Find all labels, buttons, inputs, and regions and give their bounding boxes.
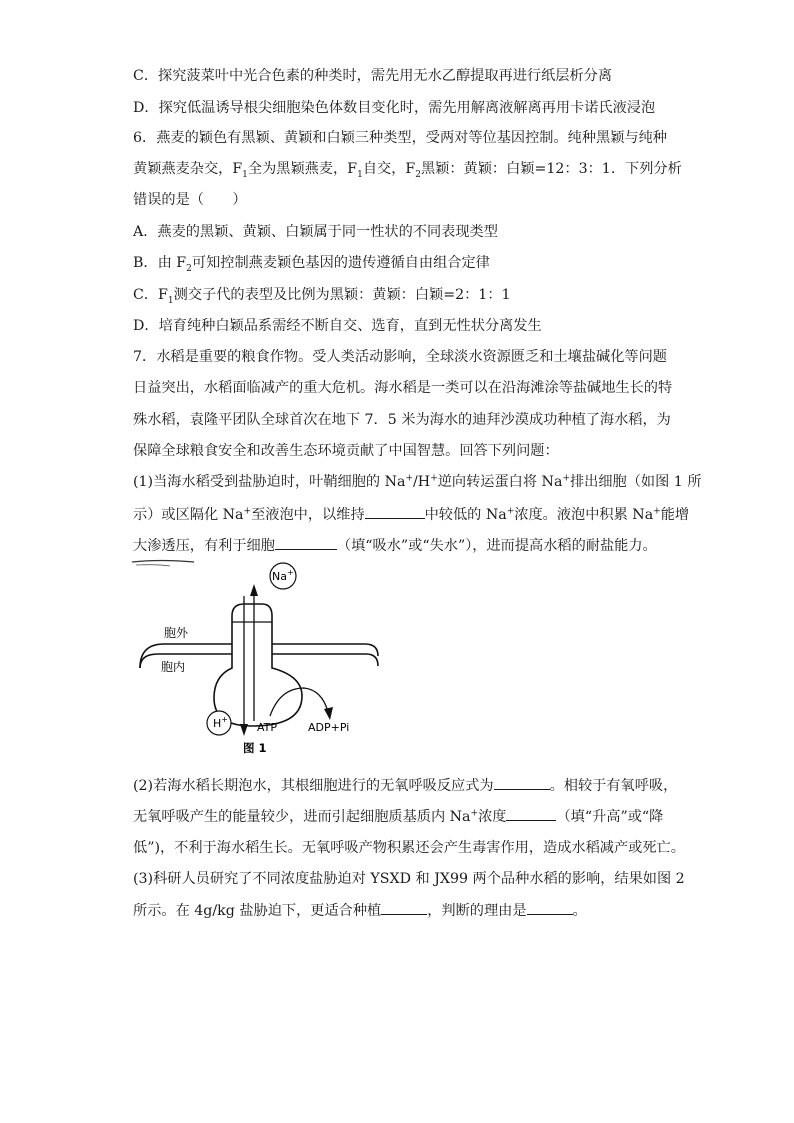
label-adp: ADP+Pi <box>308 721 350 734</box>
question-7-part-1-line-1: (1)当海水稻受到盐胁迫时，叶鞘细胞的 Na+/H+逆向转运蛋白将 Na+排出细胞（如图 1 所 <box>133 473 702 490</box>
option-d-q6: D．培育纯种白颖品系需经不断自交、选育，直到无性状分离发生 <box>133 318 542 334</box>
na-arrow-head <box>250 584 258 596</box>
option-d-q5: D．探究低温诱导根尖细胞染色体数目变化时，需先用解离液解离再用卡诺氏液浸泡 <box>133 100 656 116</box>
question-7-part-3-line-1: (3)科研人员研究了不同浓度盐胁迫对 YSXD 和 JX99 两个品种水稻的影响，结果如图 2 <box>133 871 685 887</box>
h-ion-label: H+ <box>213 715 228 730</box>
atp-arrow-head <box>324 707 333 720</box>
question-7-part-2-line-1: (2)若海水稻长期泡水，其根细胞进行的无氧呼吸反应式为 。相较于有氧呼吸， <box>133 775 677 796</box>
figure-caption: 图 1 <box>243 741 267 755</box>
option-c-q5: C．探究菠菜叶中光合色素的种类时，需先用无水乙醇提取再进行纸层析分离 <box>133 68 613 84</box>
label-atp: ATP <box>257 721 278 734</box>
question-7-part-2-line-3: 低”)，不利于海水稻生长。无氧呼吸产物积累还会产生毒害作用，造成水稻减产或死亡。 <box>133 840 685 856</box>
h-arrow-head <box>240 724 248 736</box>
label-inside: 胞内 <box>161 660 186 674</box>
answer-blank-1[interactable] <box>365 504 425 519</box>
handwriting-mark <box>132 561 194 563</box>
answer-blank-6[interactable] <box>527 900 573 915</box>
figure-1-transport-diagram <box>130 556 390 761</box>
question-7-stem-4: 保障全球粮食安全和改善生态环境贡献了中国智慧。回答下列问题： <box>133 443 559 459</box>
handwriting-mark-2 <box>136 565 170 566</box>
answer-blank-4[interactable] <box>506 806 556 821</box>
question-6-stem-3: 错误的是（ ） <box>133 192 247 208</box>
question-7-part-2-line-2: 无氧呼吸产生的能量较少，进而引起细胞质基质内 Na+浓度 （填“升高”或“降 <box>133 806 663 827</box>
figure-1-svg <box>130 556 390 761</box>
question-7-part-3-line-2: 所示。在 4g/kg 盐胁迫下，更适合种植 ，判断的理由是 。 <box>133 900 587 921</box>
answer-blank-2[interactable] <box>275 535 337 550</box>
question-6-stem-2: 黄颖燕麦杂交，$F_1$全为黑颖燕麦，$F_1$自交，$F_2$黑颖：黄颖：白颖=12：3：1．下列分析 <box>133 161 682 180</box>
answer-blank-5[interactable] <box>381 900 427 915</box>
question-7-part-1-line-2: 示）或区隔化 Na+至液泡中，以维持 中较低的 Na+浓度。液泡中积累 Na+能增 <box>133 504 689 525</box>
question-7-stem-3: 殊水稻，袁隆平团队全球首次在地下 7．5 米为海水的迪拜沙漠成功种植了海水稻，为 <box>133 412 671 428</box>
question-7-part-1-line-3: 大渗透压，有利于细胞 （填“吸水”或“失水”），进而提高水稻的耐盐能力。 <box>133 535 657 556</box>
option-b-q6: B．由 $F_2$可知控制燕麦颖色基因的遗传遵循自由组合定律 <box>133 255 490 274</box>
question-7-stem-1: 7．水稻是重要的粮食作物。受人类活动影响，全球淡水资源匮乏和土壤盐碱化等问题 <box>133 349 667 365</box>
answer-blank-3[interactable] <box>494 775 550 790</box>
na-ion-label: Na+ <box>272 568 294 583</box>
question-7-stem-2: 日益突出，水稻面临减产的重大危机。海水稻是一类可以在沿海滩涂等盐碱地生长的特 <box>133 380 673 396</box>
label-outside: 胞外 <box>164 626 189 640</box>
question-6-stem-1: 6．燕麦的颖色有黑颖、黄颖和白颖三种类型，受两对等位基因控制。纯种黑颖与纯种 <box>133 130 667 146</box>
option-a-q6: A．燕麦的黑颖、黄颖、白颖属于同一性状的不同表现类型 <box>133 224 498 240</box>
option-c-q6: C．$F_1$测交子代的表型及比例为黑颖：黄颖：白颖=2：1：1 <box>133 287 511 306</box>
